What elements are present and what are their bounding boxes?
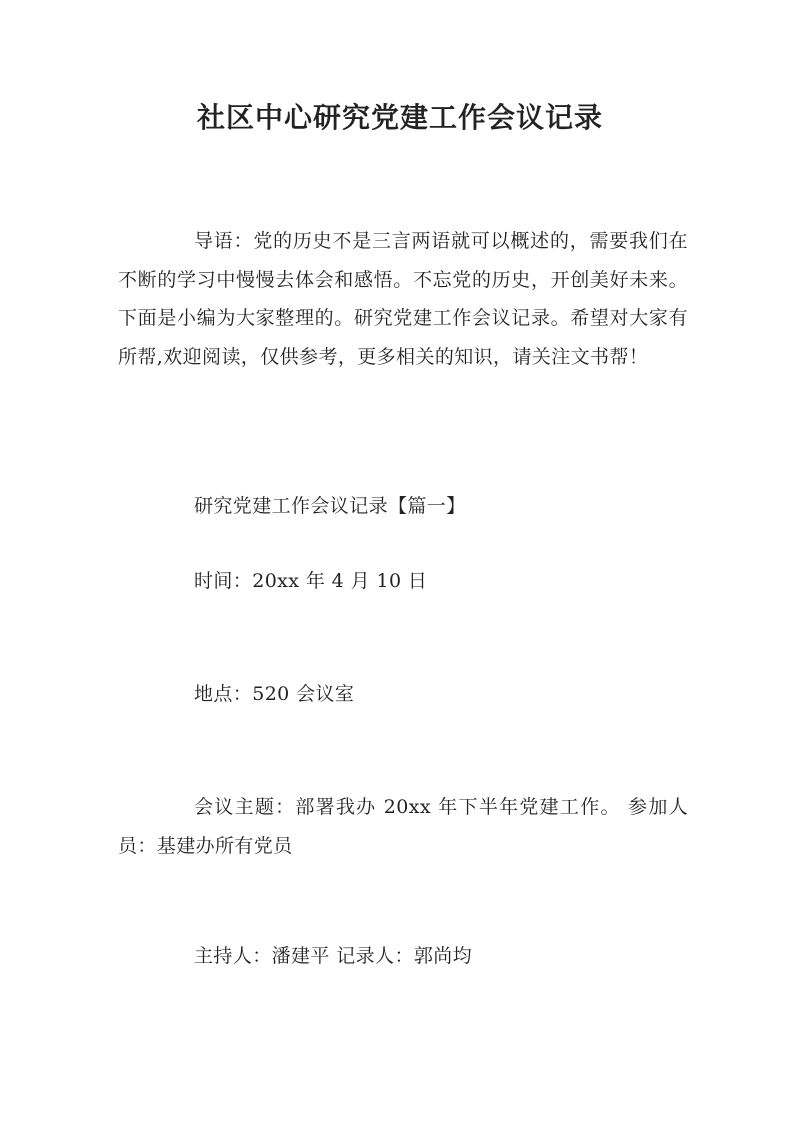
intro-block (118, 222, 688, 376)
intro-paragraph: 导语：党的历史不是三言两语就可以概述的，需要我们在不断的学习中慢慢去体会和感悟。不忘党的历史，开创美好未来。下面是小编为大家整理的。研究党建工作会议记录。希望对大家有所帮,欢迎阅读，仅供参考，更多相关的知识，请关注文书帮！ (118, 230, 688, 368)
host-block (118, 937, 688, 976)
meeting-time: 时间：20xx 年 4 月 10 日 (194, 570, 428, 592)
time-block (118, 562, 688, 601)
location-block (118, 675, 688, 714)
meeting-host-recorder: 主持人：潘建平 记录人：郭尚均 (194, 945, 473, 967)
section-heading: 研究党建工作会议记录【篇一】 (194, 495, 466, 517)
meeting-topic: 会议主题：部署我办 20xx 年下半年党建工作。 参加人员：基建办所有党员 (118, 796, 688, 857)
document-title: 社区中心研究党建工作会议记录 (196, 101, 603, 134)
topic-block (118, 788, 688, 865)
meeting-location: 地点：520 会议室 (194, 683, 355, 705)
section-heading-block (118, 487, 688, 526)
